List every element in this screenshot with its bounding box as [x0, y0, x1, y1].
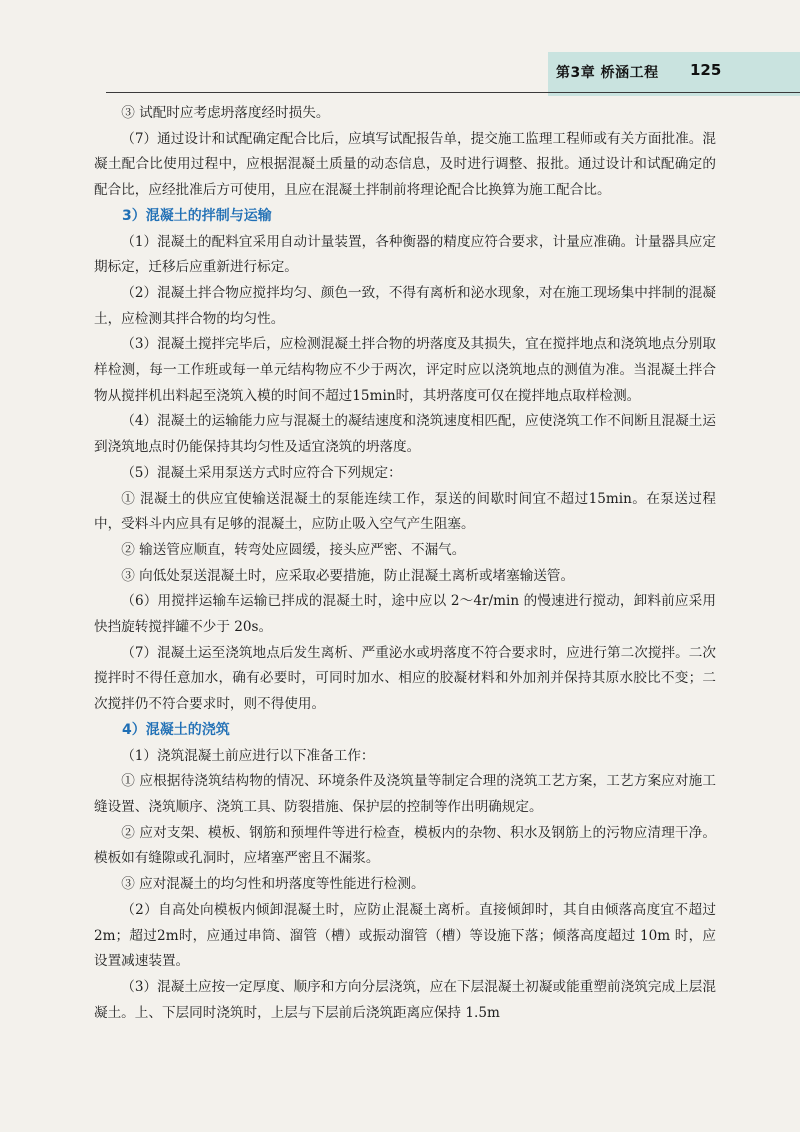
header-rule	[106, 92, 800, 93]
page-header	[0, 52, 800, 96]
paragraph: （2）自高处向模板内倾卸混凝土时，应防止混凝土离析。直接倾卸时，其自由倾落高度宜不超过2m；超过2m时，应通过串筒、溜管（槽）或振动溜管（槽）等设施下落；倾落高度超过 10m 时，应设置减速装置。	[94, 901, 716, 970]
list-item: ③ 应对混凝土的均匀性和坍落度等性能进行检测。	[121, 876, 425, 893]
list-item: ③ 试配时应考虑坍落度经时损失。	[121, 105, 330, 121]
paragraph: （3）混凝土应按一定厚度、顺序和方向分层浇筑，应在下层混凝土初凝或能重塑前浇筑完成上层混凝土。上、下层同时浇筑时，上层与下层前后浇筑距离应保持 1.5m	[94, 978, 716, 1021]
list-item: ① 应根据待浇筑结构物的情况、环境条件及浇筑量等制定合理的浇筑工艺方案，工艺方案应对施工缝设置、浇筑顺序、浇筑工具、防裂措施、保护层的控制等作出明确规定。	[94, 773, 716, 815]
paragraph: （3）混凝土搅拌完毕后，应检测混凝土拌合物的坍落度及其损失，宜在搅拌地点和浇筑地点分别取样检测，每一工作班或每一单元结构物应不少于两次，评定时应以浇筑地点的测值为准。当混凝土拌合物从搅拌机出料起至浇筑入模的时间不超过15min时，其坍落度可仅在搅拌地点取样检测。	[94, 336, 716, 404]
paragraph: （7）混凝土运至浇筑地点后发生离析、严重泌水或坍落度不符合要求时，应进行第二次搅拌。二次搅拌时不得任意加水，确有必要时，可同时加水、相应的胶凝材料和外加剂并保持其原水胶比不变；二次搅拌仍不符合要求时，则不得使用。	[94, 644, 716, 713]
paragraph: （6）用搅拌运输车运输已拌成的混凝土时，途中应以 2～4r/min 的慢速进行搅动，卸料前应采用快挡旋转搅拌罐不少于 20s。	[94, 593, 716, 636]
paragraph: （4）混凝土的运输能力应与混凝土的凝结速度和浇筑速度相匹配，应使浇筑工作不间断且混凝土运到浇筑地点时仍能保持其均匀性及适宜浇筑的坍落度。	[94, 413, 716, 456]
paragraph: （1）混凝土的配料宜采用自动计量装置，各种衡器的精度应符合要求，计量应准确。计量器具应定期标定，迁移后应重新进行标定。	[94, 233, 716, 276]
page-number: 125	[690, 61, 722, 79]
page-body	[94, 101, 716, 1026]
chapter-title: 第3章 桥涵工程	[556, 65, 659, 81]
paragraph: （5）混凝土采用泵送方式时应符合下列规定：	[121, 464, 402, 481]
section-heading-mixing-transport: 3）混凝土的拌制与运输	[122, 207, 272, 224]
list-item: ① 混凝土的供应宜使输送混凝土的泵能连续工作，泵送的间歇时间宜不超过15min。在泵送过程中，受料斗内应具有足够的混凝土，应防止吸入空气产生阻塞。	[94, 490, 716, 533]
paragraph: （1）浇筑混凝土前应进行以下准备工作：	[121, 747, 375, 764]
section-heading-pouring: 4）混凝土的浇筑	[122, 721, 230, 738]
list-item: ② 应对支架、模板、钢筋和预埋件等进行检查，模板内的杂物、积水及钢筋上的污物应清理干净。模板如有缝隙或孔洞时，应堵塞严密且不漏浆。	[94, 824, 716, 867]
list-item: ② 输送管应顺直，转弯处应圆缓，接头应严密、不漏气。	[121, 541, 466, 558]
paragraph: （2）混凝土拌合物应搅拌均匀、颜色一致，不得有离析和泌水现象，对在施工现场集中拌制的混凝土，应检测其拌合物的均匀性。	[94, 284, 716, 327]
list-item: ③ 向低处泵送混凝土时，应采取必要措施，防止混凝土离析或堵塞输送管。	[121, 567, 575, 584]
paragraph: （7）通过设计和试配确定配合比后，应填写试配报告单，提交施工监理工程师或有关方面批准。混凝土配合比使用过程中，应根据混凝土质量的动态信息，及时进行调整、报批。通过设计和试配确定的配合比，应经批准后方可使用，且应在混凝土拌制前将理论配合比换算为施工配合比。	[94, 130, 716, 199]
